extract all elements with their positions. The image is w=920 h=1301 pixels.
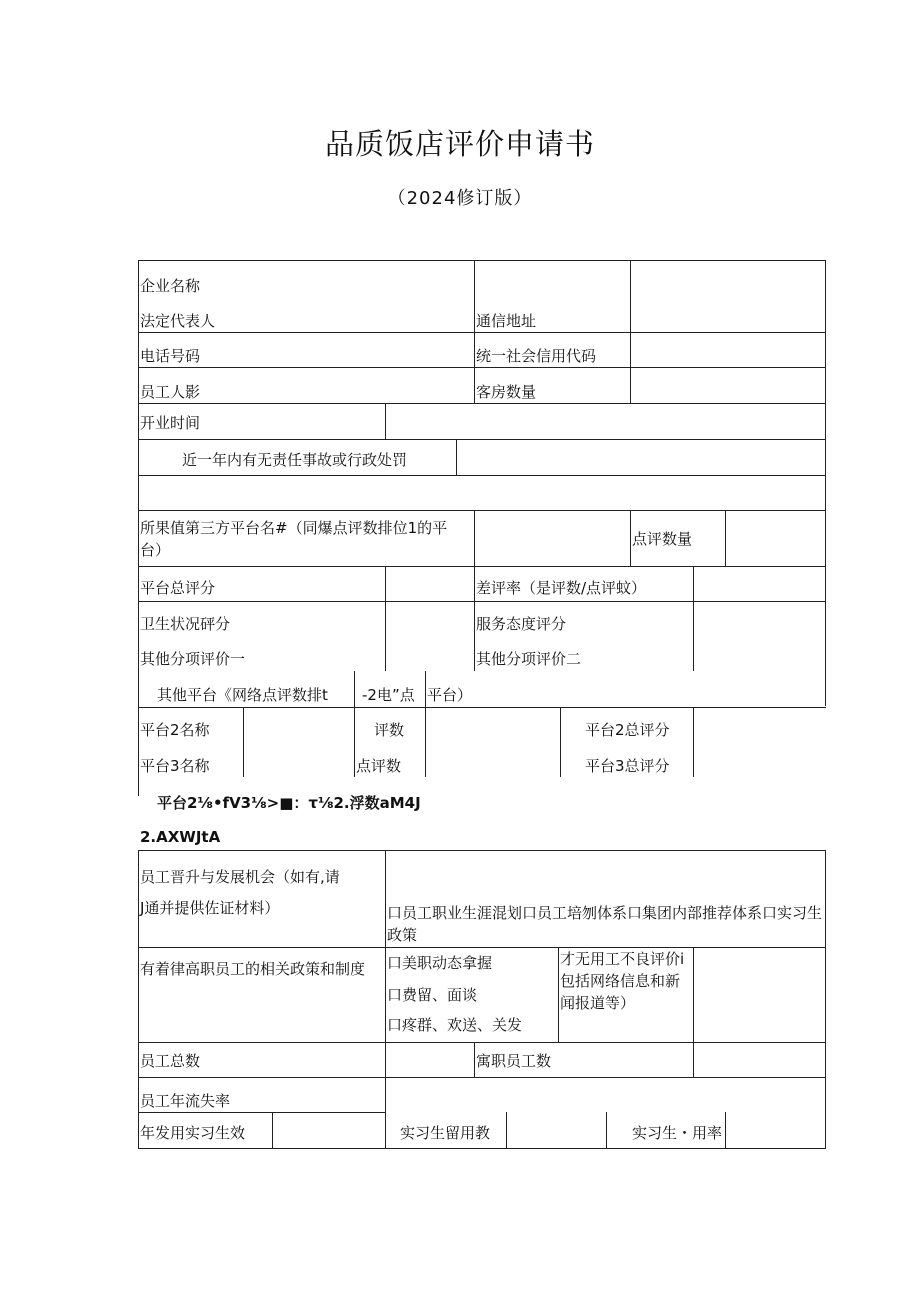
grid-line [138, 403, 826, 404]
grid-line [138, 260, 826, 261]
grid-line [138, 850, 139, 1149]
platform-3-name-label: 平台3名称 [140, 757, 210, 775]
grid-line [354, 671, 355, 777]
grid-line [138, 367, 826, 368]
garbled-line-2: 2.AXWJtA [140, 828, 221, 846]
grid-line [138, 260, 139, 796]
promotion-label-line-1: 员工晋升与发展机会（如有,请 [140, 868, 340, 886]
grid-line [385, 403, 386, 439]
grid-line [693, 566, 694, 671]
intern-retained-label: 实习生留用教 [400, 1124, 491, 1142]
grid-line [272, 1112, 273, 1149]
grid-line [558, 947, 559, 1042]
grid-line [138, 1077, 826, 1078]
hygiene-label: 卫生状况砰分 [140, 615, 231, 633]
phone-label: 电话号码 [140, 347, 201, 365]
grid-line [138, 475, 826, 476]
grid-line [506, 1112, 507, 1149]
grid-line [138, 947, 826, 948]
service-label: 服务态度评分 [476, 615, 567, 633]
grid-line [825, 850, 826, 1149]
grid-line [138, 566, 826, 567]
grid-line [138, 332, 826, 333]
grid-line [474, 510, 475, 566]
turnover-label: 员工年流失率 [140, 1092, 231, 1110]
grid-line [630, 260, 631, 403]
company-name-label: 企业名称 [140, 277, 201, 295]
retention-option-3[interactable]: 口疼群、欢送、关发 [387, 1016, 523, 1034]
grid-line [725, 1112, 726, 1149]
retention-option-1[interactable]: 口美职动态拿握 [387, 954, 493, 972]
promotion-label-line-2: J通并提供佐证材料） [140, 899, 280, 917]
grid-line [385, 850, 386, 1112]
penalty-label: 近一年内有无责任事故或行政处罚 [182, 451, 408, 469]
platform-name-label: 所果值第三方平台名#（同爆点评数排位1的平台） [140, 519, 448, 559]
retention-option-2[interactable]: 口费留、面谈 [387, 986, 478, 1004]
grid-line [385, 1112, 386, 1149]
staff-count-label: 员工人影 [140, 383, 201, 401]
grid-line [138, 439, 826, 440]
garbled-line-1: 平台2⅛•fV3⅛>■：τ⅛2.浮数aM4J [157, 794, 421, 812]
grid-line [138, 850, 826, 851]
grid-line [425, 671, 426, 777]
grid-line [385, 566, 386, 671]
retention-policy-label: 有着律高职员工的相关政策和制度 [140, 960, 366, 978]
grid-line [825, 260, 826, 706]
grid-line [474, 1042, 475, 1077]
platform-3-score-label: 平台3总评分 [585, 757, 670, 775]
platform-2-name-label: 平台2名称 [140, 721, 210, 739]
grid-line [606, 1112, 607, 1149]
grid-line [243, 707, 244, 777]
rooms-label: 客房数量 [476, 383, 537, 401]
other-platform-label-c: 平台） [427, 686, 473, 704]
platform-3-reviews-label: 点评数 [356, 757, 402, 775]
credit-code-label: 统一社会信用代码 [476, 347, 597, 365]
promotion-options: 口员工职业生涯混划口员工培刎体系口集团内部推荐体系口实习生政策 [387, 904, 823, 944]
grid-line [560, 707, 561, 777]
page-title: 品质饭店评价申请书 [324, 127, 595, 161]
grid-line [138, 601, 826, 602]
review-count-label: 点评数量 [632, 530, 693, 548]
legal-rep-label: 法定代表人 [140, 312, 216, 330]
grid-line [138, 1148, 826, 1149]
grid-line [693, 947, 694, 1042]
other-platform-label-b: -2电”点 [362, 686, 415, 704]
grid-line [693, 1042, 694, 1077]
opening-time-label: 开业时间 [140, 414, 201, 432]
grid-line [630, 510, 631, 566]
intern-count-label: 年发用实习生效 [140, 1124, 246, 1142]
other-score-1-label: 其他分项评价一 [140, 650, 246, 668]
address-label: 通信地址 [476, 312, 537, 330]
grid-line [138, 1112, 386, 1113]
grid-line [456, 439, 457, 475]
grid-line [138, 1042, 826, 1043]
bad-rate-label: 差评率（是评数/点评蚊） [476, 579, 647, 597]
grid-line [138, 510, 826, 511]
intern-rate-label: 实习生・用率 [632, 1124, 723, 1142]
grid-line [725, 510, 726, 566]
grid-line [474, 260, 475, 403]
resigned-staff-label: 寓职员工数 [476, 1052, 552, 1070]
platform-2-score-label: 平台2总评分 [585, 721, 670, 739]
total-score-label: 平台总评分 [140, 579, 216, 597]
total-staff-label: 员工总数 [140, 1052, 201, 1070]
grid-line [474, 566, 475, 671]
other-platform-label-a: 其他平台《网络点评数排t [157, 686, 328, 704]
page-subtitle: （2024修订版） [387, 188, 533, 209]
grid-line [693, 707, 694, 777]
platform-2-reviews-label: 评数 [374, 721, 405, 739]
other-score-2-label: 其他分项评价二 [476, 650, 582, 668]
bad-review-label: 才无用工不良评价i包括网络信息和新闻报道等） [560, 950, 685, 1012]
grid-line [138, 707, 826, 708]
